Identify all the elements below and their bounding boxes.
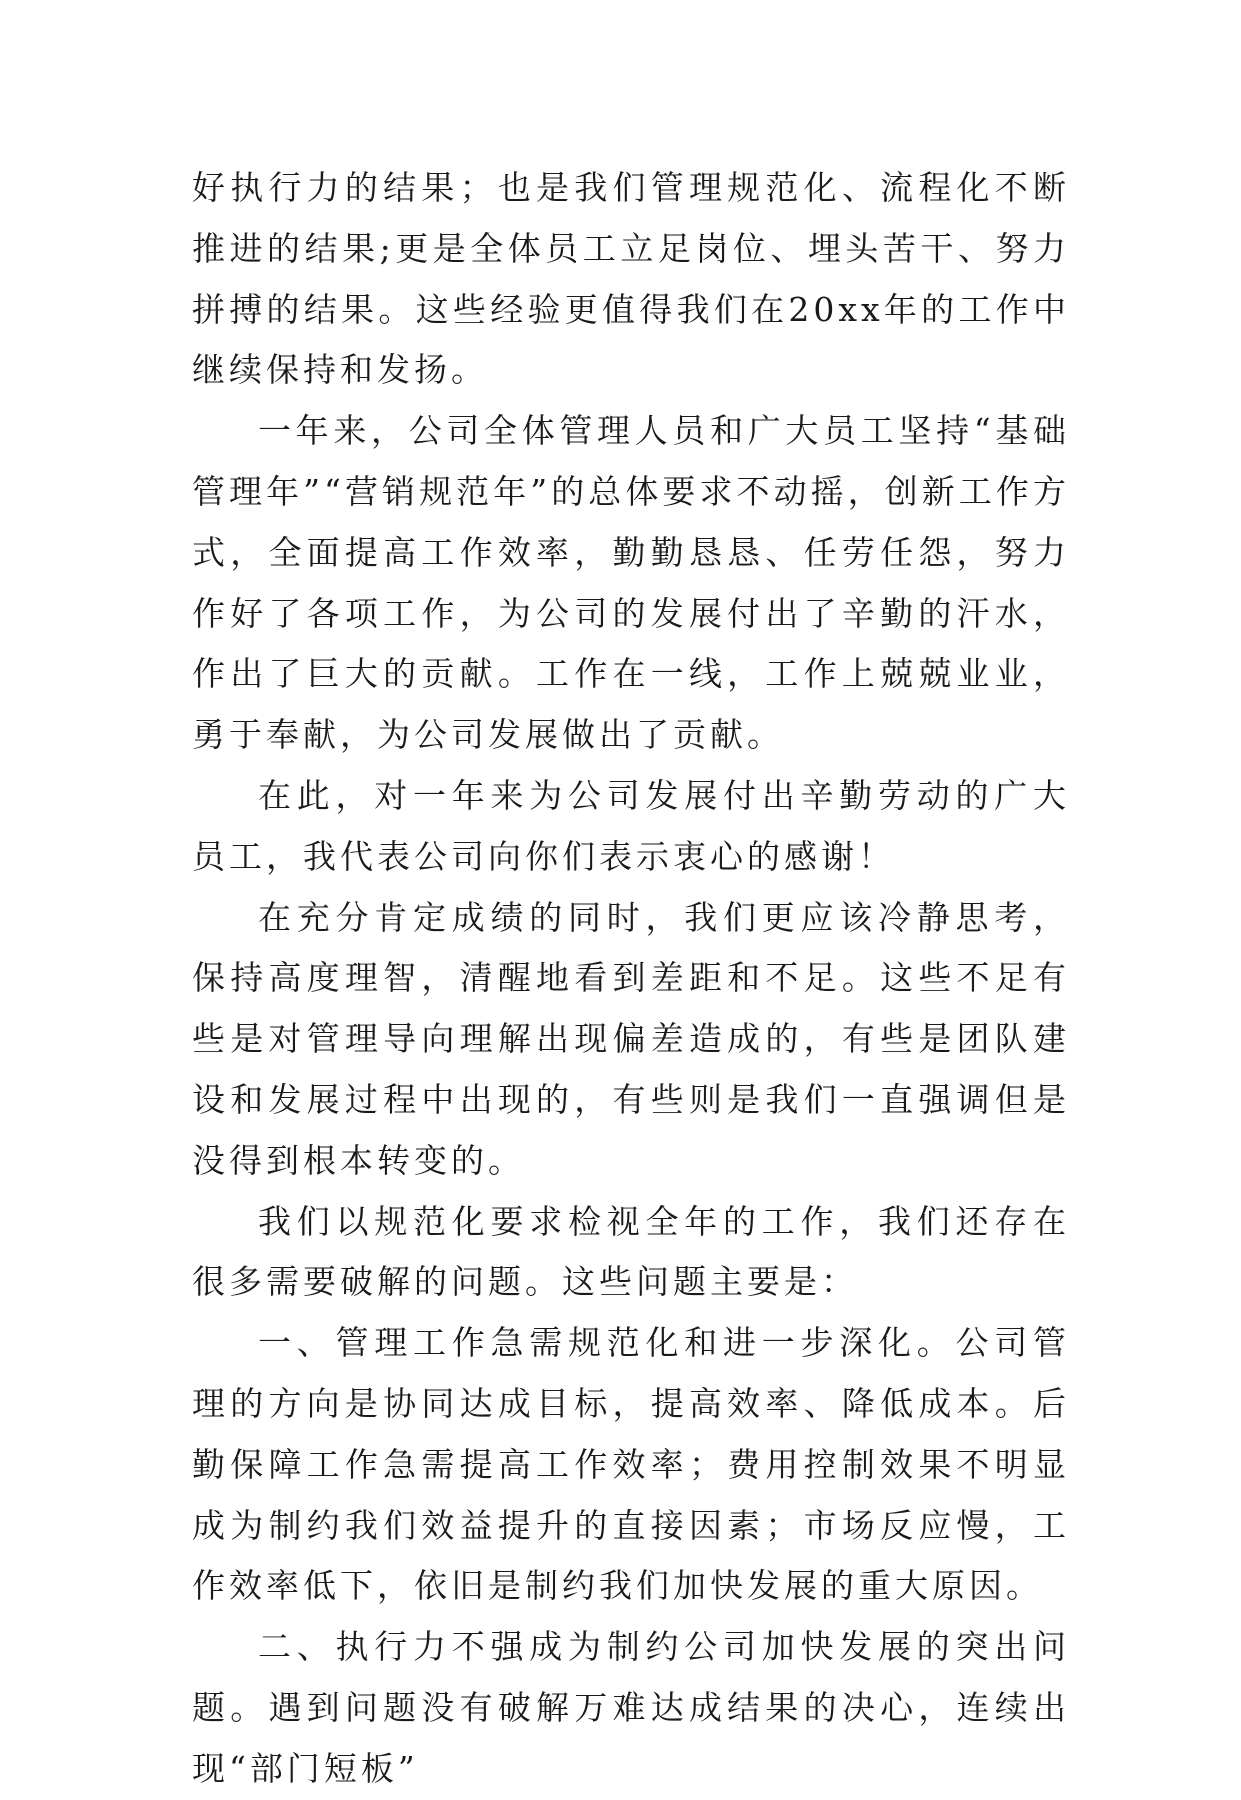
- paragraph-3: 在此，对一年来为公司发展付出辛勤劳动的广大员工，我代表公司向你们表示衷心的感谢！: [192, 775, 1070, 876]
- body-text: [192, 158, 1070, 1800]
- paragraph-1: 好执行力的结果；也是我们管理规范化、流程化不断推进的结果;更是全体员工立足岗位、埋头苦干、努力拼搏的结果。这些经验更值得我们在20xx年的工作中继续保持和发扬。: [192, 168, 1070, 390]
- paragraph-2: 一年来，公司全体管理人员和广大员工坚持“基础管理年”“营销规范年”的总体要求不动摇，创新工作方式，全面提高工作效率，勤勤恳恳、任劳任怨，努力作好了各项工作，为公司的发展付出了辛勤的汗水，作出了巨大的贡献。工作在一线，工作上兢兢业业，勇于奉献，为公司发展做出了贡献。: [192, 411, 1070, 755]
- paragraph-5: 我们以规范化要求检视全年的工作，我们还存在很多需要破解的问题。这些问题主要是：: [192, 1201, 1070, 1302]
- paragraph-4: 在充分肯定成绩的同时，我们更应该冷静思考，保持高度理智，清醒地看到差距和不足。这些不足有些是对管理导向理解出现偏差造成的，有些是团队建设和发展过程中出现的，有些则是我们一直强调但是没得到根本转变的。: [192, 897, 1070, 1180]
- paragraph-6: 一、管理工作急需规范化和进一步深化。公司管理的方向是协同达成目标，提高效率、降低成本。后勤保障工作急需提高工作效率；费用控制效果不明显成为制约我们效益提升的直接因素；市场反应慢，工作效率低下，依旧是制约我们加快发展的重大原因。: [192, 1323, 1070, 1606]
- paragraph-7: 二、执行力不强成为制约公司加快发展的突出问题。遇到问题没有破解万难达成结果的决心，连续出现“部门短板”: [192, 1627, 1070, 1788]
